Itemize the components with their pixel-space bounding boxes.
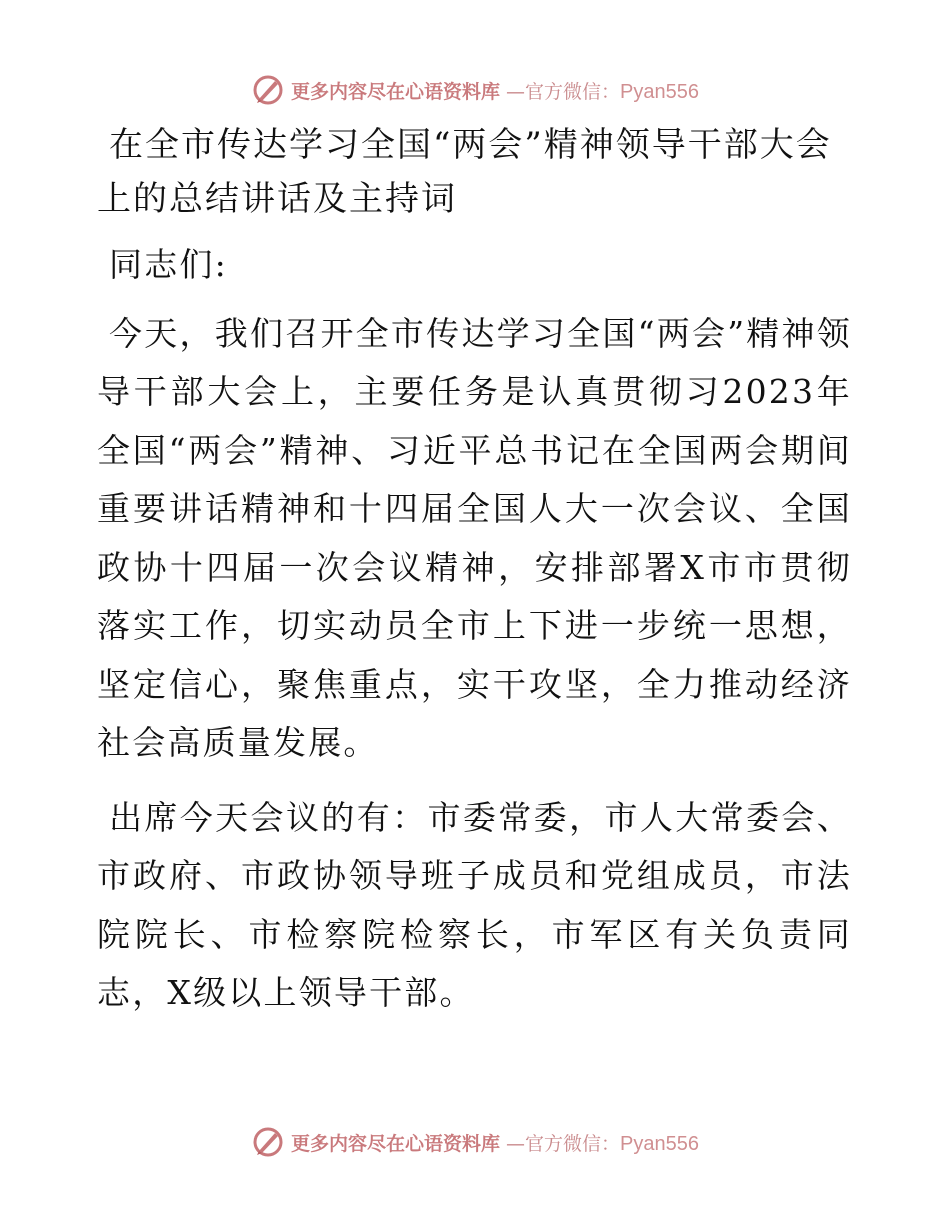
document-body: [97, 118, 852, 1033]
watermark-contact-handle: Pyan556: [620, 80, 699, 103]
watermark-contact-label: —官方微信：: [506, 1132, 621, 1155]
watermark-main-text: 更多内容尽在心语资料库: [291, 80, 501, 103]
watermark-contact: [506, 1129, 699, 1156]
header-watermark: [0, 70, 950, 110]
watermark-main-text: 更多内容尽在心语资料库: [291, 1132, 501, 1155]
watermark-contact-label: —官方微信：: [506, 80, 621, 103]
document-title: 在全市传达学习全国“两会”精神领导干部大会上的总结讲话及主持词: [97, 125, 832, 219]
footer-watermark: [0, 1122, 950, 1162]
paragraph-opening: 今天，我们召开全市传达学习全国“两会”精神领导干部大会上，主要任务是认真贯彻习2023年全国“两会”精神、习近平总书记在全国两会期间重要讲话精神和十四届全国人大一次会议、全国政协十四届一次会议精神，安排部署X市市贯彻落实工作，切实动员全市上下进一步统一思想，坚定信心，聚焦重点，实干攻坚，全力推动经济社会高质量发展。: [97, 313, 852, 762]
salutation: 同志们:: [109, 245, 228, 284]
watermark-contact-handle: Pyan556: [620, 1132, 699, 1155]
watermark-contact: [506, 77, 699, 104]
quill-pen-logo-icon: [251, 73, 285, 107]
quill-pen-logo-icon: [251, 1125, 285, 1159]
paragraph-attendees: 出席今天会议的有：市委常委，市人大常委会、市政府、市政协领导班子成员和党组成员，市法院院长、市检察院检察长，市军区有关负责同志，X级以上领导干部。: [97, 797, 852, 1012]
